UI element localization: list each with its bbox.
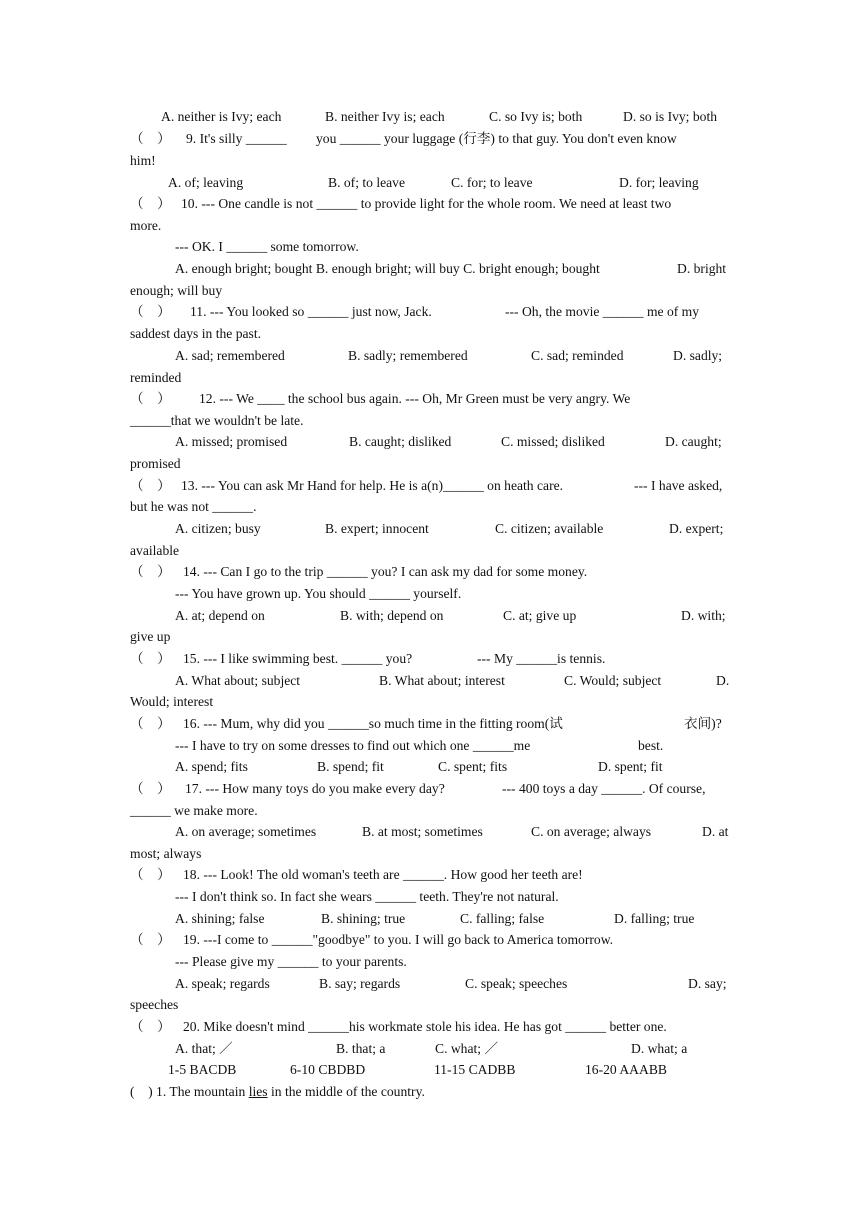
question-text: 12. --- We ____ the school bus again. --- Oh, Mr Green must be very angry. We [199, 391, 631, 406]
option: A. at; depend on [175, 608, 265, 623]
question-text: 11. --- You looked so ______ just now, Jack. [190, 304, 432, 319]
question-text: 10. --- One candle is not ______ to provide light for the whole room. We need at least two [181, 196, 672, 211]
next-question [0, 1081, 860, 1103]
q13-options-cont [0, 540, 860, 562]
question-text: ______ we make more. [130, 803, 258, 818]
option: D. say; [688, 976, 727, 991]
answer-group: 6-10 CBDBD [290, 1062, 366, 1077]
q10-options-cont [0, 280, 860, 302]
option: B. shining; true [321, 911, 406, 926]
answer-paren: （ ） [130, 131, 171, 146]
question-text: him! [130, 153, 156, 168]
question-text: 19. ---I come to ______"goodbye" to you. I will go back to America tomorrow. [183, 932, 614, 947]
q13-stem [0, 475, 860, 497]
option: B. caught; disliked [349, 434, 452, 449]
q15-options [0, 670, 860, 692]
option: promised [130, 456, 181, 471]
option: C. on average; always [531, 824, 652, 839]
question-text: --- I have to try on some dresses to find out which one ______me [175, 738, 531, 753]
q12-stem [0, 388, 860, 410]
answer-paren: （ ） [130, 1019, 171, 1034]
option: C. citizen; available [495, 521, 604, 536]
q12-stem-cont [0, 410, 860, 432]
option: C. what; ／ [435, 1041, 499, 1056]
q13-options [0, 518, 860, 540]
question-text: 13. --- You can ask Mr Hand for help. He is a(n)______ on heath care. [181, 478, 564, 493]
underlined-word: lies [248, 1084, 268, 1099]
q19-options [0, 973, 860, 995]
q11-options [0, 345, 860, 367]
question-text: --- 400 toys a day ______. Of course, [502, 781, 706, 796]
option: A. speak; regards [175, 976, 270, 991]
question-text: 16. --- Mum, why did you ______so much time in the fitting room(试 [183, 716, 563, 731]
q10-options [0, 258, 860, 280]
option: B. neither Ivy is; each [325, 109, 445, 124]
option: D. bright [677, 261, 727, 276]
answer-group: 11-15 CADBB [434, 1062, 516, 1077]
q14-reply [0, 583, 860, 605]
answer-paren: （ ） [130, 651, 171, 666]
answer-paren: （ ） [130, 716, 171, 731]
q11-options-cont [0, 367, 860, 389]
question-text: best. [638, 738, 664, 753]
q18-stem [0, 864, 860, 886]
q10-reply [0, 236, 860, 258]
option: D. what; a [631, 1041, 688, 1056]
option: C. Would; subject [564, 673, 662, 688]
option: D. for; leaving [619, 175, 699, 190]
option: speeches [130, 997, 179, 1012]
question-text: 18. --- Look! The old woman's teeth are ______. How good her teeth are! [183, 867, 583, 882]
question-text: --- I don't think so. In fact she wears ______ teeth. They're not natural. [175, 889, 559, 904]
answer-paren: （ ） [130, 304, 171, 319]
answer-key [0, 1059, 860, 1081]
option: B. at most; sometimes [362, 824, 483, 839]
option: C. so Ivy is; both [489, 109, 583, 124]
question-text: --- Oh, the movie ______ me of my [505, 304, 700, 319]
option: D. caught; [665, 434, 722, 449]
question-text: ______that we wouldn't be late. [130, 413, 304, 428]
option: available [130, 543, 180, 558]
option: A. of; leaving [168, 175, 244, 190]
q17-options-cont [0, 843, 860, 865]
q14-options-cont [0, 626, 860, 648]
q9-stem [0, 128, 860, 150]
question-text: 9. It's silly ______ [186, 131, 287, 146]
q18-reply [0, 886, 860, 908]
option: B. of; to leave [328, 175, 406, 190]
option: C. speak; speeches [465, 976, 568, 991]
option: D. with; [681, 608, 726, 623]
option: C. for; to leave [451, 175, 533, 190]
q9-options [0, 172, 860, 194]
option: D. falling; true [614, 911, 695, 926]
option: A. sad; remembered [175, 348, 285, 363]
option: D. at [702, 824, 729, 839]
option: reminded [130, 370, 182, 385]
next-question-prefix: ( ) 1. The mountain [130, 1084, 249, 1099]
option: C. at; give up [503, 608, 577, 623]
option: A. citizen; busy [175, 521, 261, 536]
option: C. spent; fits [438, 759, 508, 774]
q11-stem-cont [0, 323, 860, 345]
question-text: 衣间)? [684, 716, 722, 731]
option: A. enough bright; bought B. enough bright; will buy C. bright enough; bought [175, 261, 600, 276]
option: give up [130, 629, 171, 644]
question-text: 14. --- Can I go to the trip ______ you? I can ask my dad for some money. [183, 564, 588, 579]
option: B. spend; fit [317, 759, 384, 774]
q15-options-cont [0, 691, 860, 713]
q17-stem-cont [0, 800, 860, 822]
option: A. neither is Ivy; each [161, 109, 282, 124]
question-text: but he was not ______. [130, 499, 257, 514]
q19-stem [0, 929, 860, 951]
q10-stem-cont [0, 215, 860, 237]
q13-stem-cont [0, 496, 860, 518]
q17-options [0, 821, 860, 843]
option: A. shining; false [175, 911, 265, 926]
next-question-suffix: in the middle of the country. [267, 1084, 425, 1099]
q9-stem-cont [0, 150, 860, 172]
q15-stem [0, 648, 860, 670]
option: D. spent; fit [598, 759, 663, 774]
option: B. say; regards [319, 976, 401, 991]
q14-stem [0, 561, 860, 583]
q16-stem [0, 713, 860, 735]
answer-group: 1-5 BACDB [168, 1062, 237, 1077]
answer-paren: （ ） [130, 781, 171, 796]
option: Would; interest [130, 694, 214, 709]
option: D. sadly; [673, 348, 723, 363]
question-text: --- You have grown up. You should ______ yourself. [175, 586, 462, 601]
option: C. falling; false [460, 911, 545, 926]
q12-options [0, 431, 860, 453]
answer-paren: （ ） [130, 564, 171, 579]
option: C. missed; disliked [501, 434, 605, 449]
option: A. missed; promised [175, 434, 288, 449]
question-text: --- I have asked, [634, 478, 723, 493]
answer-paren: （ ） [130, 391, 171, 406]
q14-options [0, 605, 860, 627]
answer-paren: （ ） [130, 196, 171, 211]
q17-stem [0, 778, 860, 800]
option: enough; will buy [130, 283, 223, 298]
q19-reply [0, 951, 860, 973]
option: C. sad; reminded [531, 348, 624, 363]
option: B. that; a [336, 1041, 386, 1056]
question-text: more. [130, 218, 162, 233]
option: A. that; ／ [175, 1041, 233, 1056]
option: A. on average; sometimes [175, 824, 317, 839]
question-text: --- Please give my ______ to your parents. [175, 954, 407, 969]
question-text: --- OK. I ______ some tomorrow. [175, 239, 359, 254]
q16-options [0, 756, 860, 778]
q16-reply [0, 735, 860, 757]
q12-options-cont [0, 453, 860, 475]
question-text: --- My ______is tennis. [477, 651, 606, 666]
next-question-text [130, 1081, 425, 1103]
q19-options-cont [0, 994, 860, 1016]
question-text: 20. Mike doesn't mind ______his workmate stole his idea. He has got ______ better one. [183, 1019, 667, 1034]
option: B. expert; innocent [325, 521, 429, 536]
option: A. spend; fits [175, 759, 248, 774]
option: D. so is Ivy; both [623, 109, 718, 124]
question-text: you ______ your luggage (行李) to that guy. You don't even know [316, 131, 677, 146]
answer-paren: （ ） [130, 867, 171, 882]
q10-stem [0, 193, 860, 215]
option: B. sadly; remembered [348, 348, 468, 363]
q11-stem [0, 301, 860, 323]
option: A. What about; subject [175, 673, 301, 688]
q20-options [0, 1038, 860, 1060]
answer-group: 16-20 AAABB [585, 1062, 667, 1077]
q20-stem [0, 1016, 860, 1038]
question-text: saddest days in the past. [130, 326, 262, 341]
option: B. What about; interest [379, 673, 505, 688]
option: B. with; depend on [340, 608, 444, 623]
answer-paren: （ ） [130, 932, 171, 947]
q18-options [0, 908, 860, 930]
q8-options [0, 106, 860, 128]
question-text: 17. --- How many toys do you make every day? [185, 781, 445, 796]
answer-paren: （ ） [130, 478, 171, 493]
question-text: 15. --- I like swimming best. ______ you? [183, 651, 413, 666]
option: D. expert; [669, 521, 724, 536]
option: most; always [130, 846, 202, 861]
option: D. [716, 673, 730, 688]
